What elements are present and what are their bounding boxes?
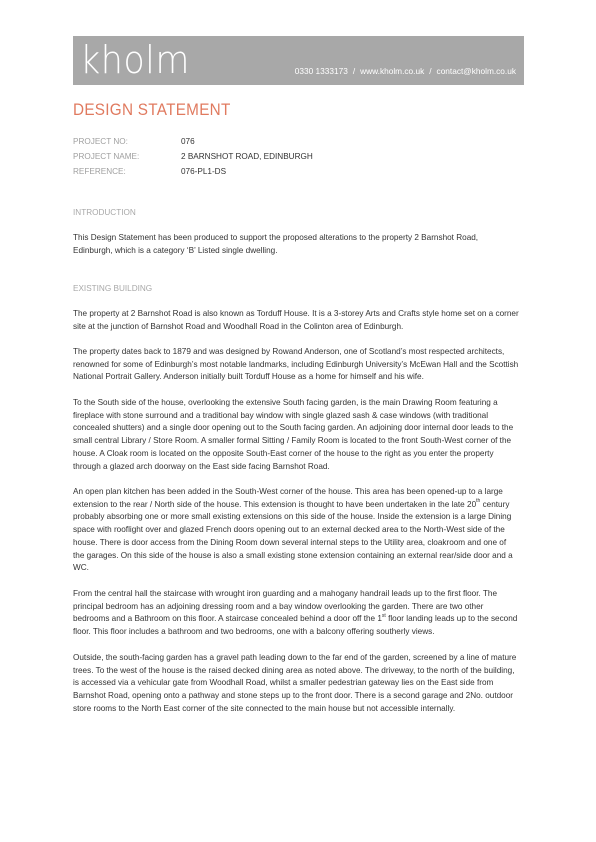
phone-number: 0330 1333173 xyxy=(294,66,348,76)
paragraph-text: century probably absorbing one or more small existing extensions on this side of the house. Inside the extension is a large Dining space with rooflight over and glazed French doors opening out to an external decked area to the North-West side of the house. There is door access from the Dining Room down several internal steps to the Utility area, cloakroom and one of the garages. On this side of the house is also a small existing stone extension containing an external rear/side door and a WC. xyxy=(73,499,513,573)
paragraph-kitchen-extension xyxy=(73,486,519,575)
paragraph-garden: Outside, the south-facing garden has a gravel path leading down to the far end of the garden, screened by a line of mature trees. To the west of the house is the raised decked dining area as noted above. The driveway, to the north of the building, is accessed via a vehicular gate from Woodhall Road, whilst a smaller pedestrian gateway lies on the East side from Barnshot Road, opening onto a pathway and stone steps up to the front door. There is a second garage and 2No. outdoor store rooms to the North East corner of the site connected to the main house but not accessible internally. xyxy=(73,653,517,713)
project-name-value: 2 BARNSHOT ROAD, EDINBURGH xyxy=(181,152,313,161)
reference-row xyxy=(73,166,523,181)
document-title: DESIGN STATEMENT xyxy=(73,100,231,119)
existing-building-heading: EXISTING BUILDING xyxy=(73,284,153,293)
contact-separator: / xyxy=(429,66,432,76)
introduction-heading: INTRODUCTION xyxy=(73,208,136,217)
reference-value: 076-PL1-DS xyxy=(181,167,227,176)
introduction-paragraph: This Design Statement has been produced to support the proposed alterations to the property 2 Barnshot Road, Edinburgh, which is a category ‘B’ Listed single dwelling. xyxy=(73,233,479,255)
company-logo: kholm xyxy=(80,38,190,82)
contact-separator: / xyxy=(352,66,356,76)
project-number-value: 076 xyxy=(181,137,195,146)
paragraph-text: From the central hall the staircase with wrought iron guarding and a mahogany handrail leads up to the first floor. The principal bedroom has an adjoining dressing room and a bay window overlooking the garden. There are two other bedrooms and a Bathroom on this floor. A staircase concealed behind a door off the 1 xyxy=(73,589,498,624)
project-name-label: PROJECT NAME: xyxy=(73,152,140,161)
project-number-row xyxy=(73,136,523,151)
superscript: st xyxy=(381,612,386,619)
contact-info xyxy=(295,65,516,77)
paragraph-ground-floor: To the South side of the house, overlooking the extensive South facing garden, is the main Drawing Room featuring a fireplace with stone surround and a traditional bay window with single glazed sash & case windows (with traditional concealed shutters) and a single door opening out to the South facing garden. An adjoining door internal door leads to the small central Library / Store Room. A smaller formal Sitting / Family Room is located to the front South-West corner of the house. A Cloak room is located on the opposite South-East corner of the house to the right as you enter the property through a glazed arch doorway on the East side facing Barnshot Road. xyxy=(73,398,514,471)
paragraph-text: floor landing leads up to the second floor. This floor includes a bathroom and two bedrooms, one with a balcony offering southerly views. xyxy=(73,614,518,637)
paragraph-history: The property dates back to 1879 and was designed by Rowand Anderson, one of Scotland’s most respected architects, renowned for some of Edinburgh’s most notable landmarks, including Edinburgh University’s McEwan Hall and the Scottish National Portrait Gallery. Anderson initially built Torduff House as a home for himself and his wife. xyxy=(73,347,519,382)
project-details xyxy=(73,136,523,181)
paragraph-text: An open plan kitchen has been added in the South-West corner of the house. This area has been opened-up to a large extension to the rear / North side of the house. This extension is thought to have been undertaken in the late 20 xyxy=(73,487,503,509)
reference-label: REFERENCE: xyxy=(73,167,126,176)
paragraph-upper-floors xyxy=(73,588,519,639)
project-number-label: PROJECT NO: xyxy=(73,137,128,146)
header-banner xyxy=(73,36,524,85)
email-link[interactable]: contact@kholm.co.uk xyxy=(436,66,516,76)
paragraph-location: The property at 2 Barnshot Road is also known as Torduff House. It is a 3-storey Arts and Crafts style home set on a corner site at the junction of Barnshot Road and Woodhall Road in the Colinton area of Edinburgh. xyxy=(73,309,519,331)
project-name-row xyxy=(73,151,523,166)
superscript: th xyxy=(476,497,481,504)
website-link[interactable]: www.kholm.co.uk xyxy=(360,66,425,76)
